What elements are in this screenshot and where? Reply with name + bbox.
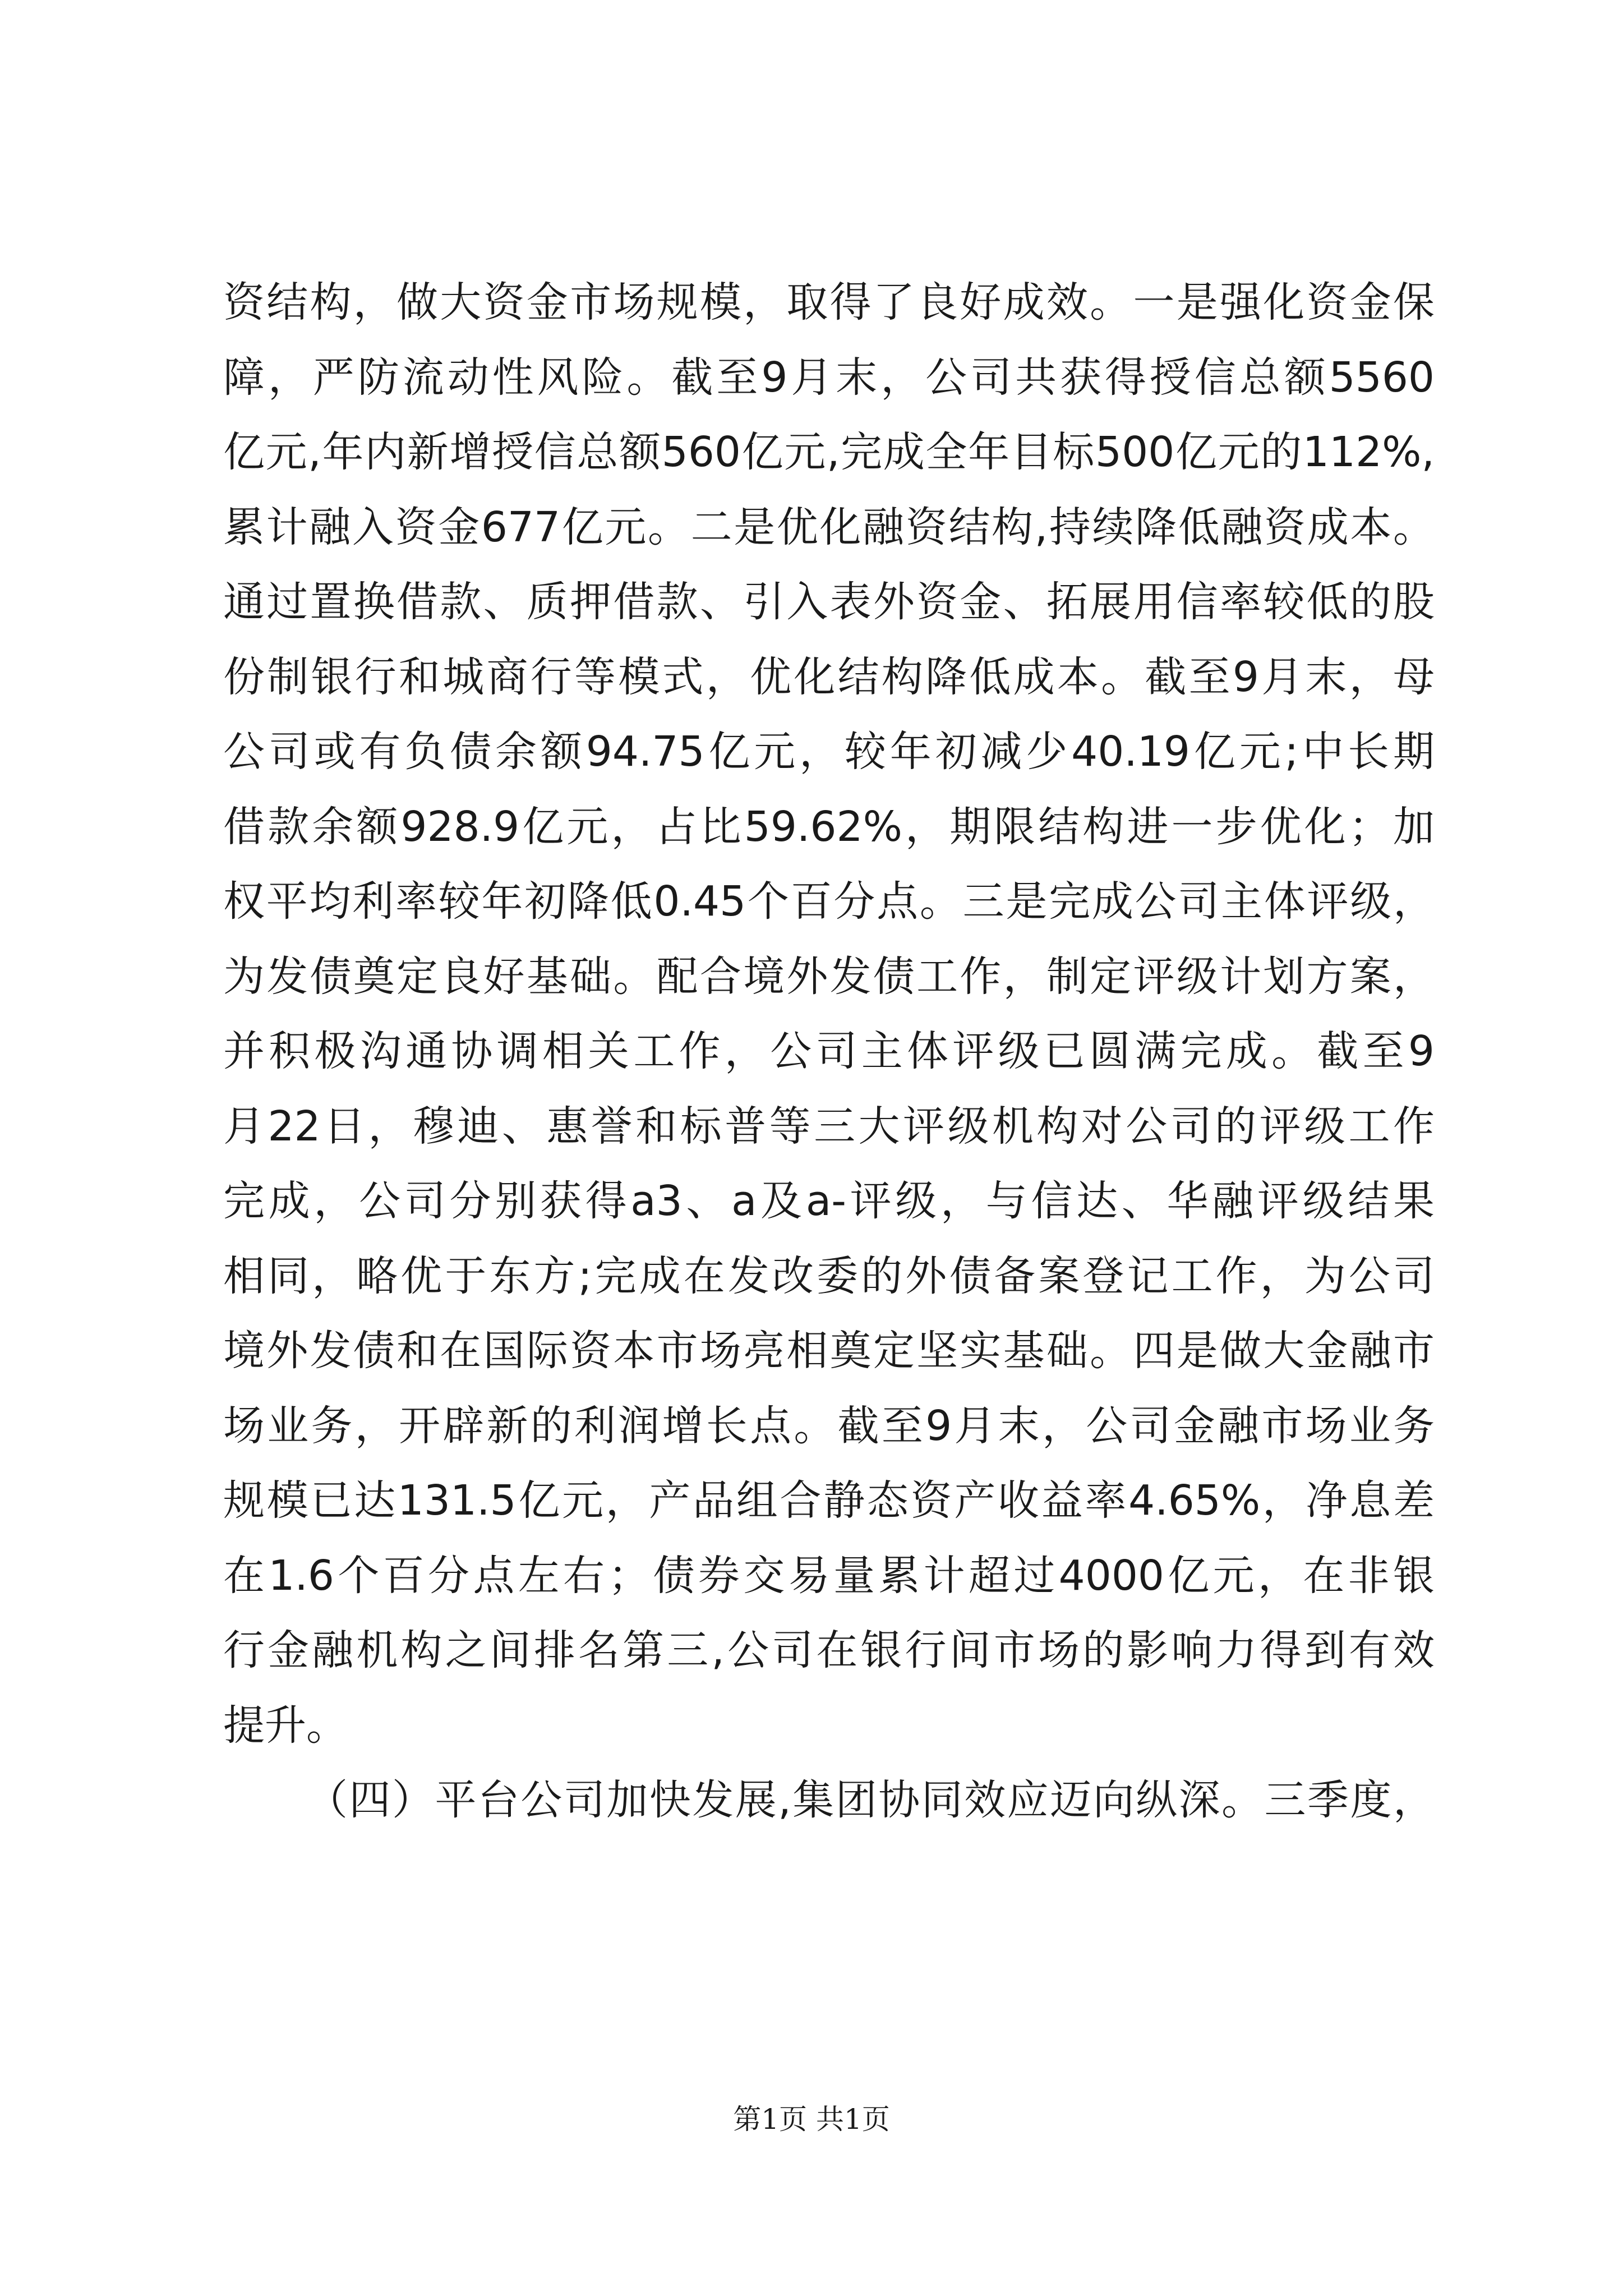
text-line: 相同，略优于东方;完成在发改委的外债备案登记工作，为公司 bbox=[223, 1251, 1435, 1300]
text-line: 完成，公司分别获得a3、a及a-评级，与信达、华融评级结果 bbox=[223, 1177, 1435, 1225]
text-line: 规模已达131.5亿元，产品组合静态资产收益率4.65%，净息差 bbox=[223, 1476, 1435, 1525]
text-line: 场业务，开辟新的利润增长点。截至9月末，公司金融市场业务 bbox=[223, 1401, 1435, 1450]
text-line: 累计融入资金677亿元。二是优化融资结构,持续降低融资成本。 bbox=[223, 503, 1435, 551]
text-line: 境外发债和在国际资本市场亮相奠定坚实基础。四是做大金融市 bbox=[223, 1327, 1435, 1375]
text-line: 为发债奠定良好基础。配合境外发债工作，制定评级计划方案， bbox=[223, 952, 1435, 1001]
page-footer: 第1页 共1页 bbox=[733, 2103, 890, 2136]
text-line: 借款余额928.9亿元，占比59.62%，期限结构进一步优化；加 bbox=[223, 802, 1435, 851]
text-line: 并积极沟通协调相关工作，公司主体评级已圆满完成。截至9 bbox=[223, 1027, 1435, 1075]
text-line: 份制银行和城商行等模式，优化结构降低成本。截至9月末，母 bbox=[223, 652, 1435, 701]
text-line: 资结构，做大资金市场规模，取得了良好成效。一是强化资金保 bbox=[223, 278, 1435, 326]
text-line: 提升。 bbox=[223, 1701, 348, 1750]
text-line: 在1.6个百分点左右；债券交易量累计超过4000亿元，在非银 bbox=[223, 1551, 1435, 1600]
text-line: 亿元,年内新增授信总额560亿元,完成全年目标500亿元的112%, bbox=[223, 428, 1435, 476]
text-line: 公司或有负债余额94.75亿元，较年初减少40.19亿元;中长期 bbox=[223, 728, 1435, 776]
body-text bbox=[223, 265, 1435, 1838]
text-line: 权平均利率较年初降低0.45个百分点。三是完成公司主体评级， bbox=[223, 877, 1435, 926]
text-line: 通过置换借款、质押借款、引入表外资金、拓展用信率较低的股 bbox=[223, 578, 1435, 626]
text-line: 行金融机构之间排名第三,公司在银行间市场的影响力得到有效 bbox=[223, 1626, 1435, 1674]
text-line: 月22日，穆迪、惠誉和标普等三大评级机构对公司的评级工作 bbox=[223, 1102, 1435, 1151]
text-line: 障，严防流动性风险。截至9月末，公司共获得授信总额5560 bbox=[223, 353, 1435, 402]
paragraph-start-line: （四）平台公司加快发展,集团协同效应迈向纵深。三季度， bbox=[306, 1776, 1435, 1824]
